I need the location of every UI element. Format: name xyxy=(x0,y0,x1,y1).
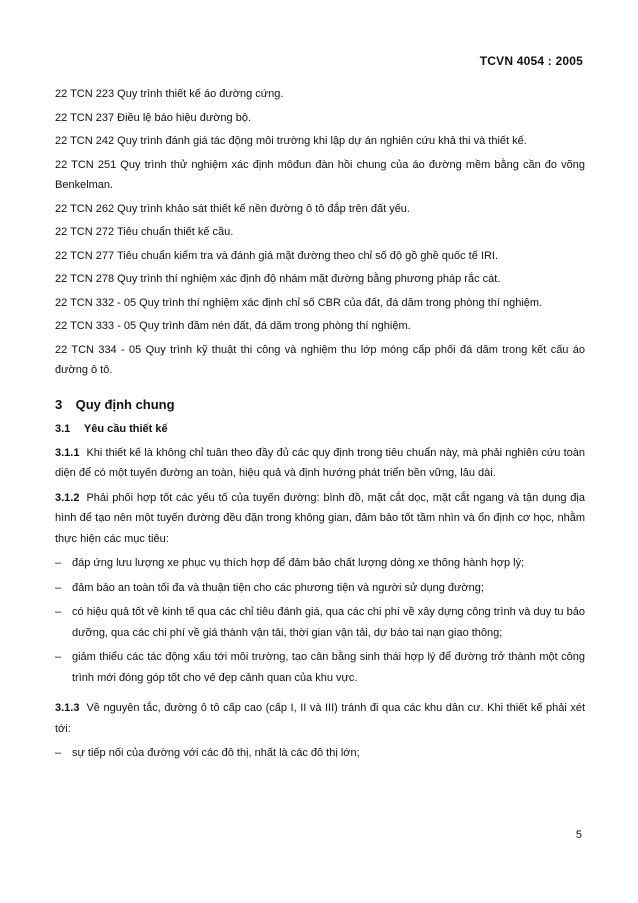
subsection-heading xyxy=(55,419,585,440)
reference-list xyxy=(55,84,585,381)
dash-bullet: – xyxy=(55,651,62,663)
dash-bullet: – xyxy=(55,747,62,759)
page-body xyxy=(55,84,585,768)
clause-text: Về nguyên tắc, đường ô tô cấp cao (cấp I, II và III) tránh đi qua các khu dân cư. Khi thiết kế phải xét tới: xyxy=(55,702,585,735)
reference-item: 22 TCN 278 Quy trình thí nghiệm xác định độ nhám mặt đường bằng phương pháp rắc cát. xyxy=(55,273,501,285)
reference-item: 22 TCN 242 Quy trình đánh giá tác động môi trường khi lập dự án nghiên cứu khả thi và thiết kế. xyxy=(55,135,527,147)
clause-3-1-1 xyxy=(55,443,585,484)
clause-3-1-3 xyxy=(55,698,585,739)
list-item xyxy=(55,647,585,688)
dash-bullet: – xyxy=(55,557,62,569)
reference-item: 22 TCN 237 Điều lệ báo hiệu đường bộ. xyxy=(55,111,252,124)
list-item-text: đảm bảo an toàn tối đa và thuận tiện cho các phương tiện và người sử dụng đường; xyxy=(72,581,484,594)
section-number: 3 xyxy=(55,396,63,412)
clause-text: Khi thiết kế là không chỉ tuân theo đầy đủ các quy định trong tiêu chuẩn này, mà phải nghiên cứu toàn diện để có một tuyến đường an toàn, hiệu quả và định hướng phát triển bền vững, lâu dài. xyxy=(55,446,585,479)
section-title: Quy định chung xyxy=(75,396,175,412)
reference-item: 22 TCN 272 Tiêu chuẩn thiết kế cầu. xyxy=(55,226,234,238)
list-item xyxy=(55,578,585,599)
list-item xyxy=(55,553,585,574)
clause-number: 3.1.2 xyxy=(55,491,80,504)
dash-bullet: – xyxy=(55,581,62,594)
reference-item: 22 TCN 223 Quy trình thiết kế áo đường cứng. xyxy=(55,88,284,100)
reference-item: 22 TCN 332 - 05 Quy trình thí nghiệm xác định chỉ số CBR của đất, đá dăm trong phòng thí nghiệm. xyxy=(55,296,543,309)
reference-item: 22 TCN 333 - 05 Quy trình đầm nén đất, đá dăm trong phòng thí nghiệm. xyxy=(55,320,411,332)
section-heading xyxy=(55,395,585,416)
list-item xyxy=(55,602,585,643)
list-item-text: giảm thiểu các tác động xấu tới môi trường, tạo cân bằng sinh thái hợp lý để đường trở thành một công trình mới đóng góp tốt cho vẻ đẹp cảnh quan của khu vực. xyxy=(72,651,585,684)
list-item-text: có hiệu quả tốt về kinh tế qua các chỉ tiêu đánh giá, qua các chi phí về xây dựng công trình và duy tu bảo dưỡng, qua các chi phí về giá thành vận tải, thời gian vận tải, dự báo tai nạn giao thông; xyxy=(72,606,585,639)
reference-item: 22 TCN 262 Quy trình khảo sát thiết kế nền đường ô tô đắp trên đất yếu. xyxy=(55,202,410,215)
clause-number: 3.1.3 xyxy=(55,702,80,714)
clause-number: 3.1.1 xyxy=(55,446,80,459)
reference-item: 22 TCN 277 Tiêu chuẩn kiểm tra và đánh giá mặt đường theo chỉ số độ gồ ghề quốc tế IRI. xyxy=(55,249,499,262)
reference-item: 22 TCN 251 Quy trình thử nghiệm xác định môđun đàn hồi chung của áo đường mềm bằng cần đo võng Benkelman. xyxy=(55,158,585,191)
clause-text: Phải phối hợp tốt các yếu tố của tuyến đường: bình đồ, mặt cắt dọc, mặt cắt ngang và tận dụng địa hình để tạo nên một tuyến đường đều đặn trong không gian, đảm bảo tốt tầm nhìn và ổn định cơ học, nhằm thực hiện các mục tiêu: xyxy=(55,491,585,545)
subsection-number: 3.1 xyxy=(55,423,71,435)
list-item-text: đáp ứng lưu lượng xe phục vụ thích hợp để đảm bảo chất lượng dòng xe thông hành hợp lý; xyxy=(72,557,525,569)
reference-item: 22 TCN 334 - 05 Quy trình kỹ thuật thi công và nghiệm thu lớp móng cấp phối đá dăm trong kết cấu áo đường ô tô. xyxy=(55,343,585,376)
standard-code-header: TCVN 4054 : 2005 xyxy=(479,54,583,68)
page-number: 5 xyxy=(575,829,582,841)
list-item xyxy=(55,743,585,764)
clause-3-1-2 xyxy=(55,488,585,550)
list-item-text: sự tiếp nối của đường với các đô thị, nhất là các đô thị lớn; xyxy=(72,747,360,759)
dash-bullet: – xyxy=(55,606,62,618)
subsection-title: Yêu cầu thiết kế xyxy=(83,423,168,435)
